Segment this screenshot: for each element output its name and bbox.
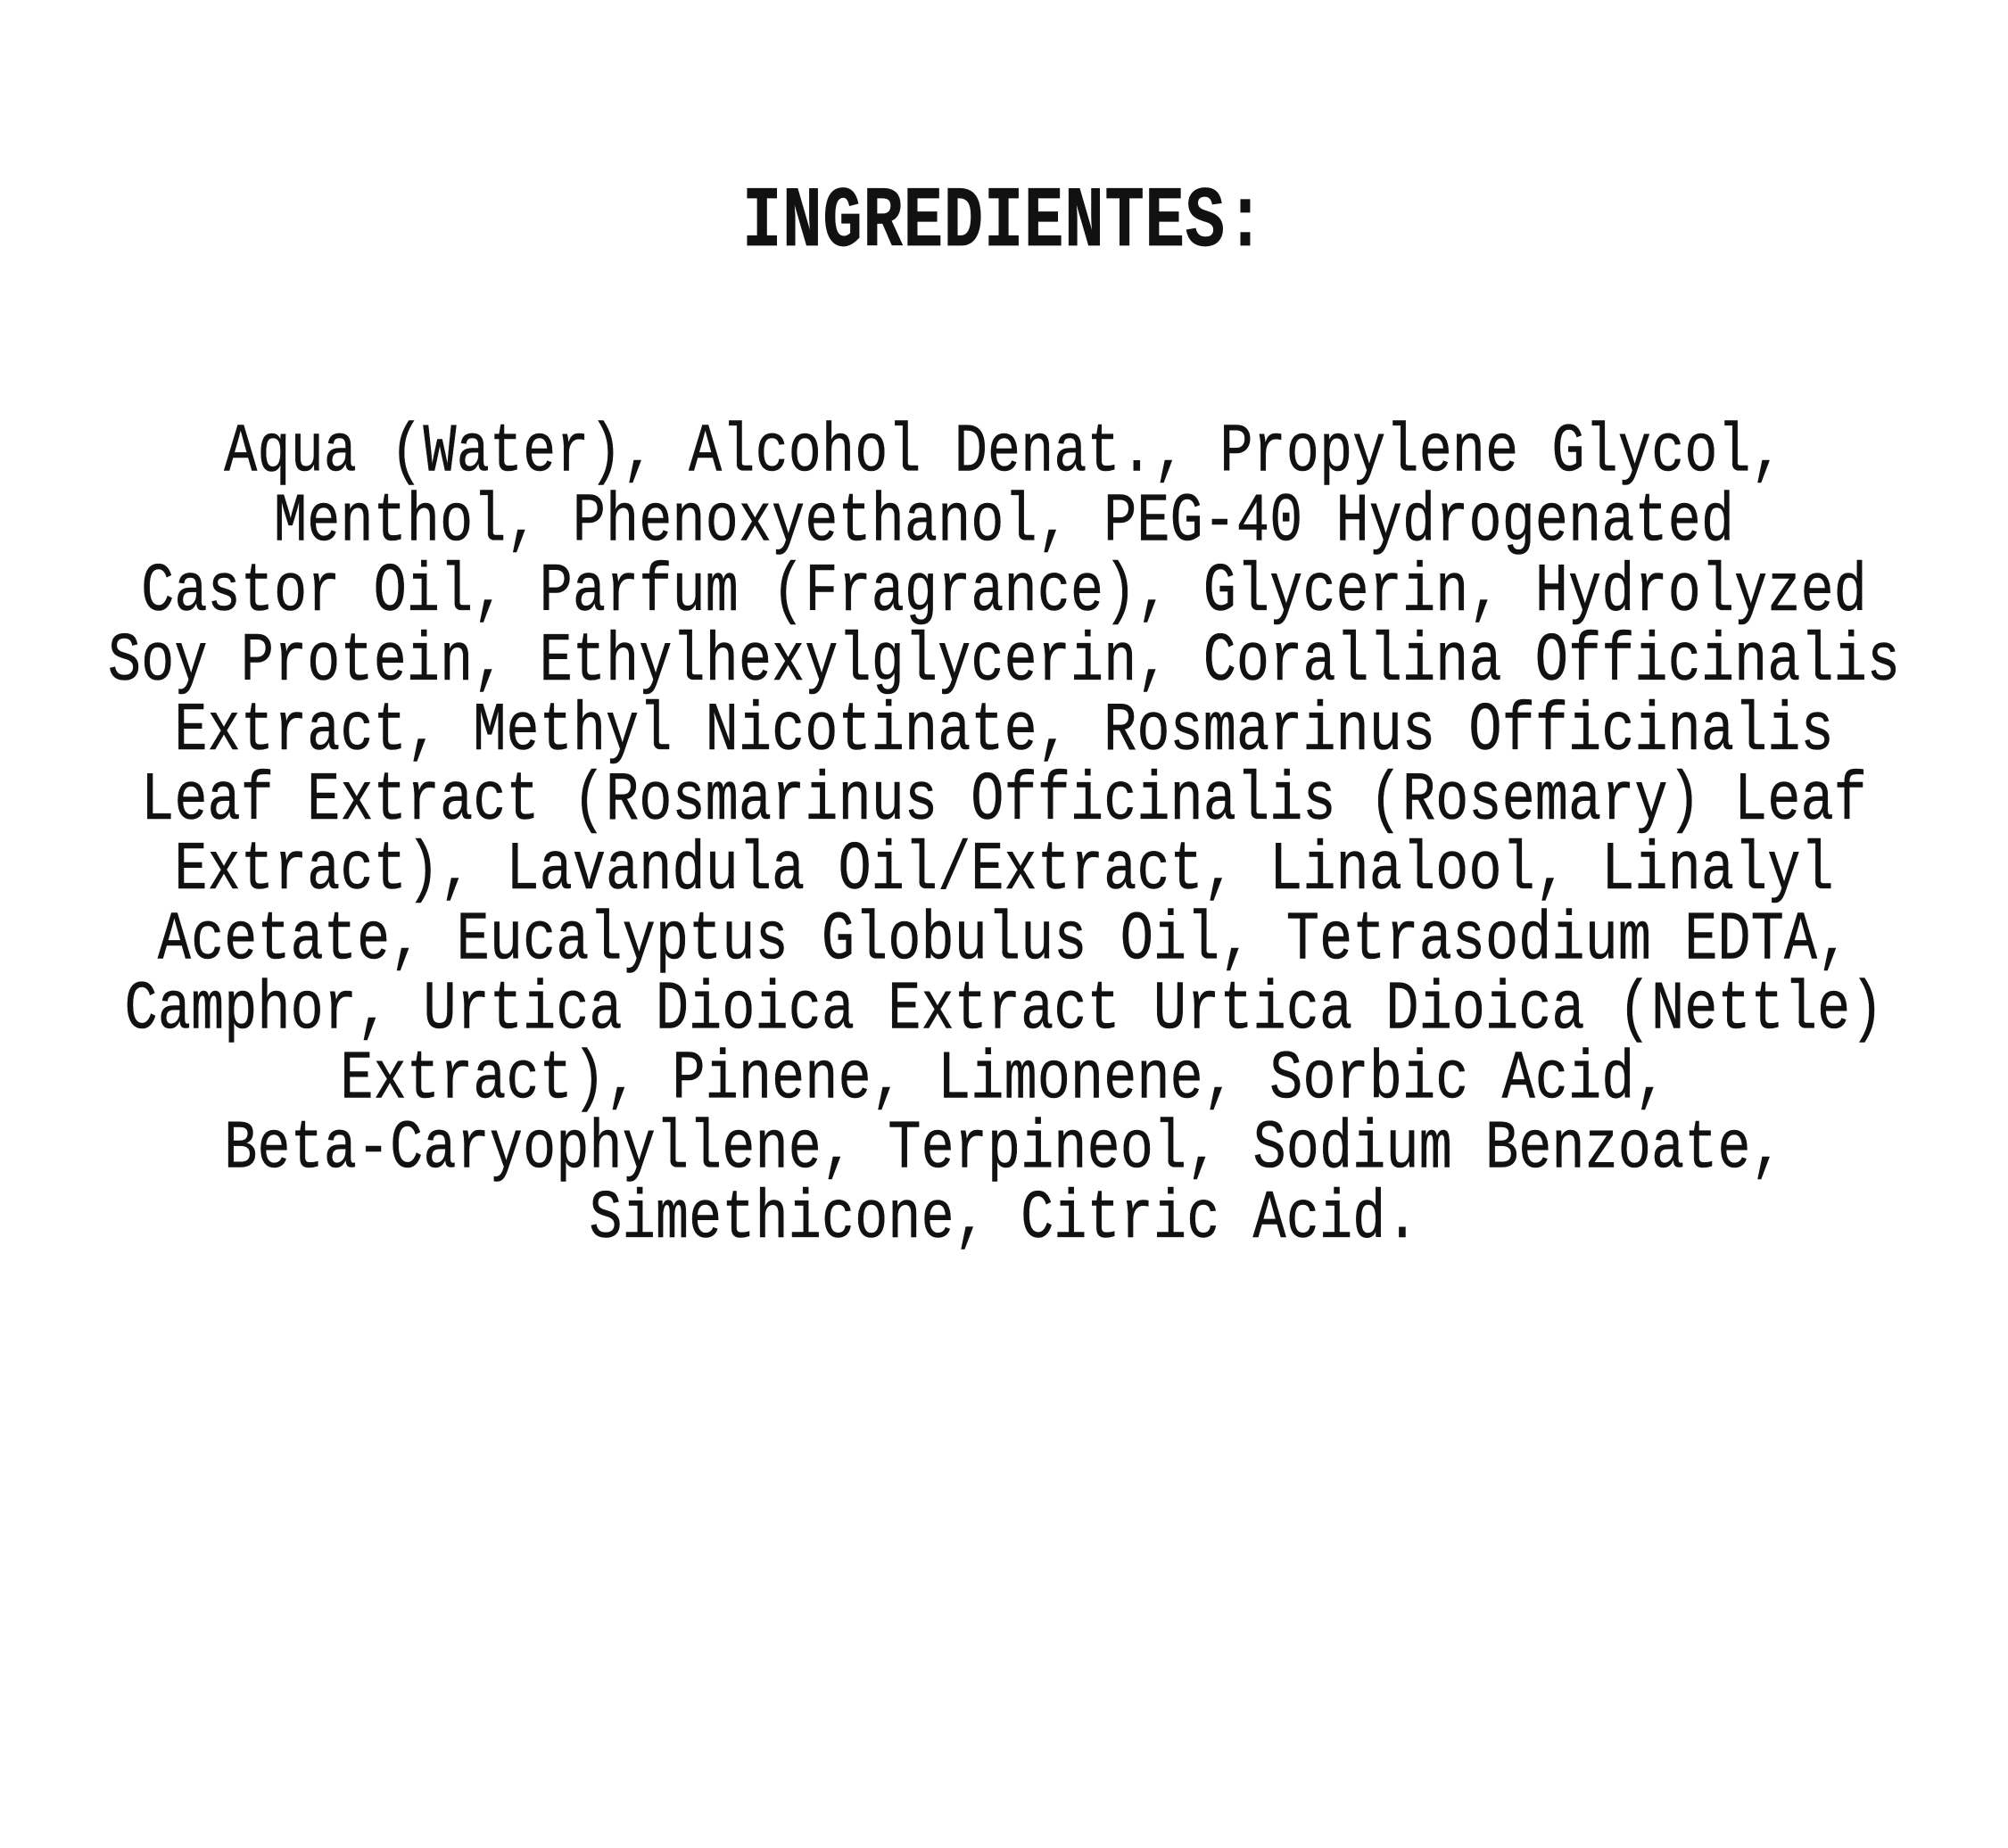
ingredients-line-5: Extract, Methyl Nicotinate, Rosmarinus Officinalis <box>174 691 1834 771</box>
ingredients-line-12: Simethicone, Citric Acid. <box>589 1179 1419 1258</box>
ingredients-title: INGREDIENTES: <box>742 174 1266 272</box>
ingredients-line-6: Leaf Extract (Rosmarinus Officinalis (Rosemary) Leaf <box>141 761 1867 840</box>
ingredients-line-3: Castor Oil, Parfum (Fragrance), Glycerin, Hydrolyzed <box>141 552 1867 631</box>
ingredients-line-8: Acetate, Eucalyptus Globulus Oil, Tetrasodium EDTA, <box>157 900 1851 979</box>
ingredients-line-9: Camphor, Urtica Dioica Extract Urtica Dioica (Nettle) <box>124 970 1884 1050</box>
ingredients-line-4: Soy Protein, Ethylhexylglycerin, Corallina Officinalis <box>107 622 1901 701</box>
ingredients-line-11: Beta-Caryophyllene, Terpineol, Sodium Benzoate, <box>224 1110 1784 1189</box>
ingredients-line-7: Extract), Lavandula Oil/Extract, Linalool, Linalyl <box>174 830 1834 910</box>
ingredients-line-10: Extract), Pinene, Limonene, Sorbic Acid, <box>340 1040 1668 1119</box>
ingredients-list <box>0 413 2008 1258</box>
ingredients-line-1: Aqua (Water), Alcohol Denat., Propylene Glycol, <box>224 413 1784 492</box>
ingredients-line-2: Menthol, Phenoxyethanol, PEG-40 Hydrogenated <box>273 483 1735 562</box>
